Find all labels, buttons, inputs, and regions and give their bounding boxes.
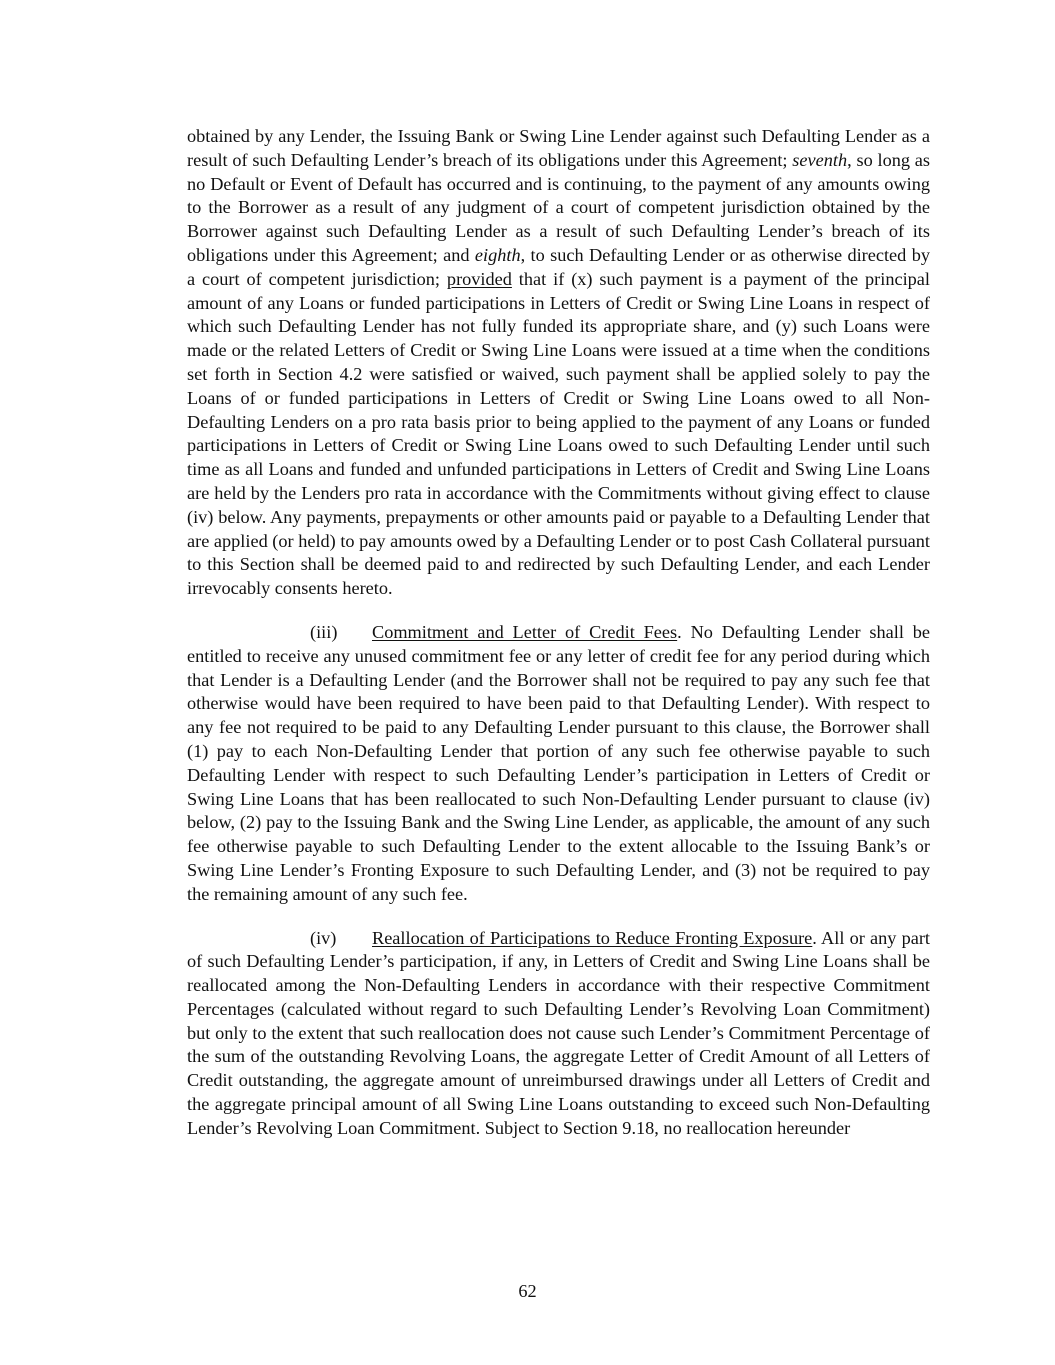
paragraph-text: . All or any part of such Defaulting Lender’s participation, if any, in Letters of Credit and Swing Line Loans shall be reallocated among the Non-Defaulting Lenders in accordance with their respective Commitment Percentages (calculated without regard to such Defaulting Lender’s Revolving Loan Commitment) but only to the extent that such reallocation does not cause such Lender’s Commitment Percentage of the sum of the outstanding Revolving Loans, the aggregate Letter of Credit Amount of all Letters of Credit outstanding, the aggregate amount of unreimbursed drawings under all Letters of Credit and the aggregate principal amount of all Swing Line Loans outstanding to exceed such Non-Defaulting Lender’s Revolving Loan Commitment. Subject to Section 9.18, no reallocation hereunder xyxy=(187,927,930,1138)
clause-number: (iii) xyxy=(310,621,338,642)
clause-iii-paragraph xyxy=(187,621,930,907)
paragraph-text: , to such Defaulting Lender or as otherwise directed by a court of competent jurisdiction; xyxy=(187,244,930,289)
paragraph-text: that if (x) such payment is a payment of the principal amount of any Loans or funded participations in Letters of Credit or Swing Line Loans in respect of which such Defaulting Lender has not fully funded its appropriate share, and (y) such Loans were made or the related Letters of Credit or Swing Line Loans were issued at a time when the conditions set forth in Section 4.2 were satisfied or waived, such payment shall be applied solely to pay the Loans of or funded participations in Letters of Credit or Swing Line Loans owed to all Non-Defaulting Lenders on a pro rata basis prior to being applied to the payment of any Loans or funded participations in Letters of Credit or Swing Line Loans owed to such Defaulting Lender until such time as all Loans and funded and unfunded participations in Letters of Credit and Swing Line Loans are held by the Lenders pro rata in accordance with the Commitments without giving effect to clause (iv) below. Any payments, prepayments or other amounts paid or payable to a Defaulting Lender that are applied (or held) to pay amounts owed by a Defaulting Lender or to post Cash Collateral pursuant to this Section shall be deemed paid to and redirected by such Defaulting Lender, and each Lender irrevocably consents hereto. xyxy=(187,268,930,599)
paragraph-text: obtained by any Lender, the Issuing Bank or Swing Line Lender against such Defaulting Lender as a result of such Defaulting Lender’s breach of its obligations under this Agreement; xyxy=(187,126,930,170)
clause-heading: Commitment and Letter of Credit Fees xyxy=(372,621,678,642)
italic-term-seventh: seventh xyxy=(792,149,848,170)
document-body xyxy=(187,125,930,1141)
paragraph-continuation xyxy=(187,125,930,601)
paragraph-text: , so long as no Default or Event of Default has occurred and is continuing, to the payment of any amounts owing to the Borrower as a result of any judgment of a court of competent jurisdiction obtained by the Borrower against such Defaulting Lender as a result of such Defaulting Lender’s breach of its obligations under this Agreement; and xyxy=(187,149,930,265)
italic-term-eighth: eighth xyxy=(474,244,521,265)
clause-heading: Reallocation of Participations to Reduce Fronting Exposure xyxy=(372,927,813,948)
page-number: 62 xyxy=(518,1281,537,1301)
clause-iv-paragraph xyxy=(187,927,930,1141)
underlined-term-provided: provided xyxy=(446,268,512,289)
paragraph-text: . No Defaulting Lender shall be entitled to receive any unused commitment fee or any letter of credit fee for any period during which that Lender is a Defaulting Lender (and the Borrower shall not be required to pay any such fee that otherwise would have been required to have been paid to that Defaulting Lender). With respect to any fee not required to be paid to any Defaulting Lender pursuant to this clause, the Borrower shall (1) pay to each Non-Defaulting Lender that portion of any such fee otherwise payable to such Defaulting Lender with respect to such Defaulting Lender’s participation in Letters of Credit or Swing Line Loans that has been reallocated to such Non-Defaulting Lender pursuant to clause (iv) below, (2) pay to the Issuing Bank and the Swing Line Lender, as applicable, the amount of any such fee otherwise payable to such Defaulting Lender to the extent allocable to the Issuing Bank’s or Swing Line Lender’s Fronting Exposure to such Defaulting Lender, and (3) not be required to pay the remaining amount of any such fee. xyxy=(187,621,930,904)
clause-number: (iv) xyxy=(310,927,337,948)
